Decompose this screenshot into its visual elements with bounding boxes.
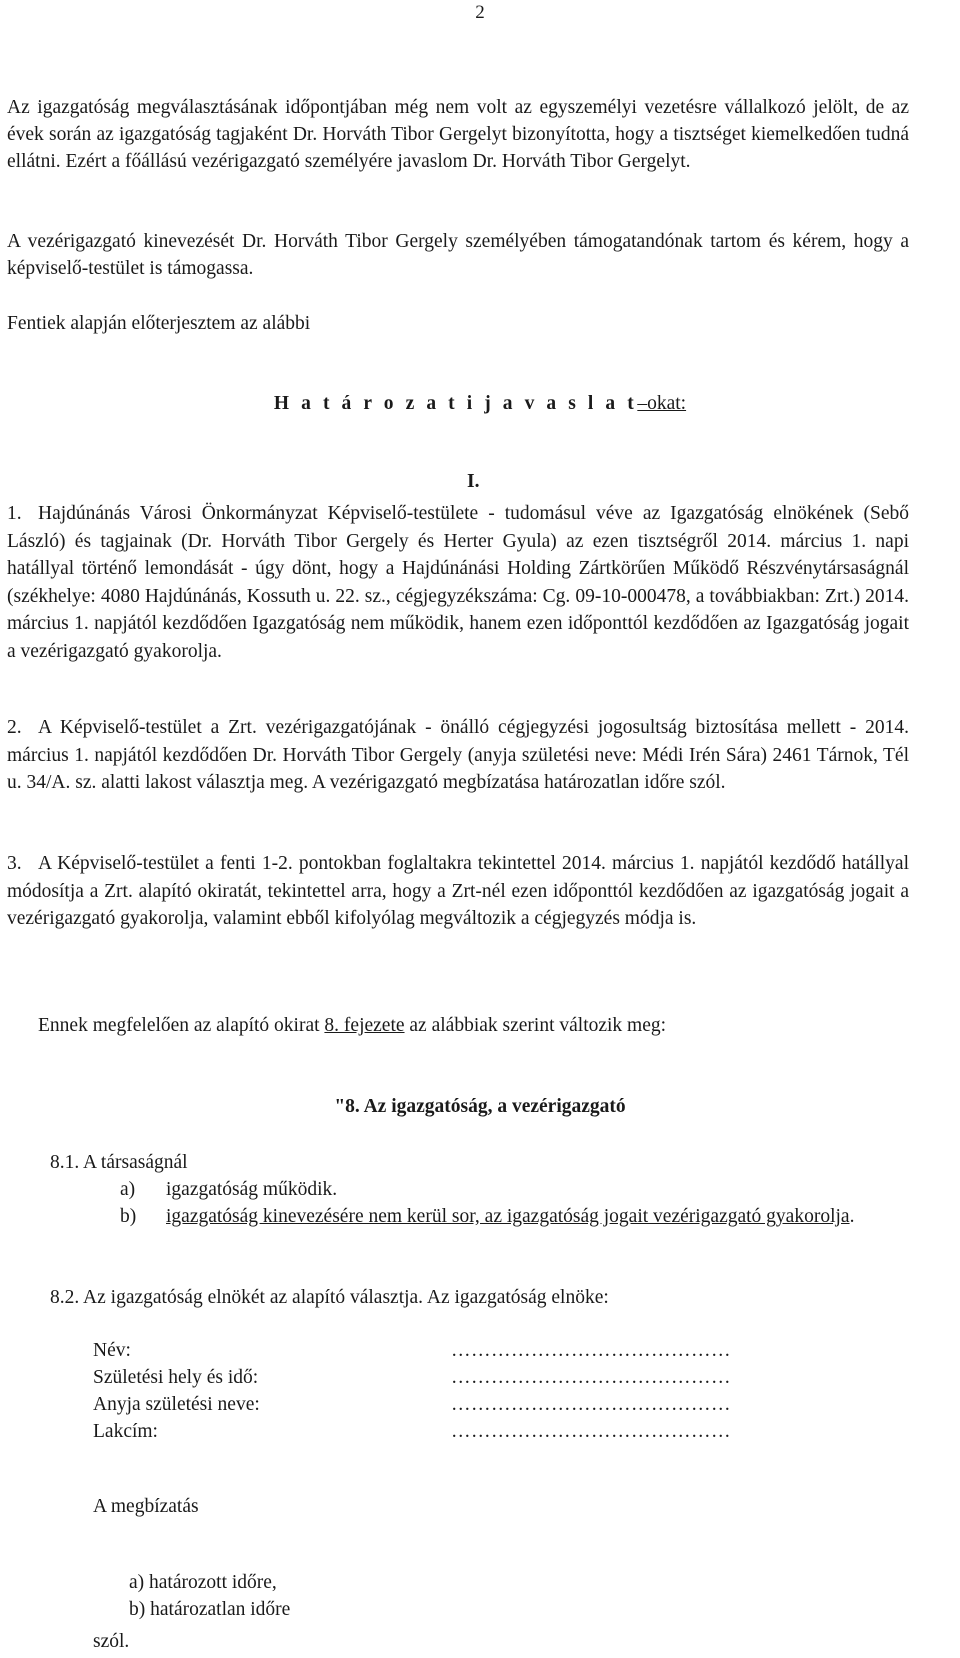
field-label: Anyja születési neve:: [93, 1394, 260, 1415]
option-b-body: [120, 1203, 910, 1230]
field-blank: ……………………………………: [451, 1340, 731, 1361]
resolution-item-3: [7, 850, 909, 933]
field-label: Lakcím:: [93, 1421, 158, 1442]
paragraph-support: A vezérigazgató kinevezését Dr. Horváth Tibor Gergely személyében támogatandónak tartom és kérem, hogy a képviselő-testület is támogassa.: [7, 231, 909, 279]
field-address: [93, 1418, 913, 1445]
mandate-option-b: b) határozatlan időre: [129, 1599, 291, 1620]
resolution-heading-suffix: –okat:: [637, 393, 687, 414]
paragraph-proposal-intro: Fentiek alapján előterjesztem az alábbi: [7, 313, 311, 334]
section-8-1-label: 8.1. A társaságnál: [50, 1152, 188, 1173]
item-number: 3.: [7, 853, 22, 874]
field-name: [93, 1337, 913, 1364]
option-text-end: .: [849, 1206, 855, 1227]
field-birth: [93, 1364, 913, 1391]
item-number: 1.: [7, 503, 22, 524]
field-blank: ……………………………………: [451, 1394, 731, 1415]
amendment-intro-text-end: az alábbiak szerint változik meg:: [404, 1015, 667, 1036]
page-number: 2: [475, 2, 485, 23]
item-number: 2.: [7, 717, 22, 738]
field-label: Születési hely és idő:: [93, 1367, 259, 1388]
resolution-heading-title: H a t á r o z a t i j a v a s l a t: [273, 393, 638, 414]
section-8-1-option-a: [120, 1176, 910, 1203]
option-text: igazgatóság működik.: [166, 1179, 338, 1200]
paragraph-intro: Az igazgatóság megválasztásának időpontjában még nem volt az egyszemélyi vezetésre vállalkozó jelölt, de az évek során az igazgatóság tagjaként Dr. Horváth Tibor Gergelyt bizonyította, hogy a tisztséget kiemelkedően tudná ellátni. Ezért a főállású vezérigazgató személyére javaslom Dr. Horváth Tibor Gergelyt.: [7, 97, 909, 172]
roman-numeral: I.: [467, 471, 480, 492]
section-title: "8. Az igazgatóság, a vezérigazgató: [334, 1096, 626, 1117]
section-8-2: 8.2. Az igazgatóság elnökét az alapító választja. Az igazgatóság elnöke:: [50, 1287, 609, 1308]
option-label: a): [120, 1179, 136, 1200]
section-8-1-option-b: [120, 1203, 910, 1230]
resolution-heading: [0, 393, 960, 415]
field-mother-name: [93, 1391, 913, 1418]
amendment-intro: [38, 1012, 909, 1039]
option-label: b): [120, 1206, 137, 1227]
mandate-end: szól.: [93, 1631, 130, 1652]
amendment-intro-text: Ennek megfelelően az alapító okirat: [38, 1015, 325, 1036]
item-text: A Képviselő-testület a fenti 1-2. pontokban foglaltakra tekintettel 2014. március 1. napjától kezdődő hatállyal módosítja a Zrt. alapító okiratát, tekintettel arra, hogy a Zrt-nél ezen időponttól kezdődően az igazgatóság jogait a vezérigazgató gyakorolja, valamint ebből kifolyólag megváltozik a cégjegyzés módja is.: [7, 853, 909, 929]
mandate-label: A megbízatás: [93, 1496, 199, 1517]
resolution-item-1: [7, 500, 909, 665]
mandate-option-a: a) határozott időre,: [129, 1572, 277, 1593]
item-text: A Képviselő-testület a Zrt. vezérigazgatójának - önálló cégjegyzési jogosultság biztosítása mellett - 2014. március 1. napjától kezdődően Dr. Horváth Tibor Gergely (anyja születési neve: Médi Irén Sára) 2461 Tárnok, Tél u. 34/A. sz. alatti lakost választja meg. A vezérigazgató megbízatása határozatlan időre szól.: [7, 717, 909, 793]
chapter-reference: 8. fejezete: [324, 1015, 405, 1036]
field-blank: ……………………………………: [451, 1367, 731, 1388]
option-text: igazgatóság kinevezésére nem kerül sor, az igazgatóság jogait vezérigazgató gyakorolja: [166, 1206, 850, 1227]
field-label: Név:: [93, 1340, 131, 1361]
item-text: Hajdúnánás Városi Önkormányzat Képviselő-testülete - tudomásul véve az Igazgatóság elnökének (Sebő László) és tagjainak (Dr. Horváth Tibor Gergely és Herter Gyula) az ezen tisztségről 2014. március 1. napi hatállyal történő lemondását - úgy dönt, hogy a Hajdúnánási Holding Zártkörűen Működő Részvénytársaságnál (székhelye: 4080 Hajdúnánás, Kossuth u. 22. sz., cégjegyzékszáma: Cg. 09-10-000478, a továbbiakban: Zrt.) 2014. március 1. napjától kezdődően Igazgatóság nem működik, hanem ezen időponttól kezdődően az Igazgatóság jogait a vezérigazgató gyakorolja.: [7, 503, 909, 662]
field-blank: ……………………………………: [451, 1421, 731, 1442]
resolution-item-2: [7, 714, 909, 797]
